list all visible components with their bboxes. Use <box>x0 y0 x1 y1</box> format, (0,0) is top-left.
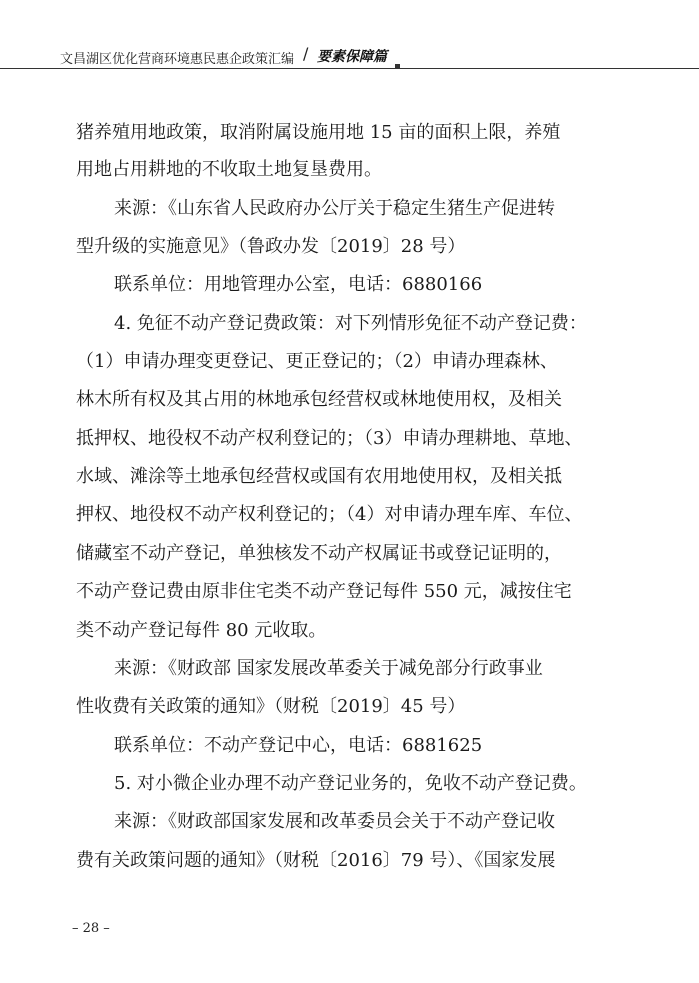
header-title: 文昌湖区优化营商环境惠民惠企政策汇编 <box>60 52 295 67</box>
text-line: 5. 对小微企业办理不动产登记业务的，免收不动产登记费。 <box>114 773 587 794</box>
text-line: 来源：《财政部 国家发展改革委关于减免部分行政事业 <box>114 658 543 679</box>
text-line: 猪养殖用地政策，取消附属设施用地 15 亩的面积上限，养殖 <box>76 122 561 143</box>
text-line: 来源：《财政部国家发展和改革委员会关于不动产登记收 <box>114 811 555 832</box>
text-line: 联系单位：不动产登记中心，电话：6881625 <box>114 735 483 756</box>
header-separator: / <box>303 44 309 63</box>
page-number: – 28 – <box>72 921 110 936</box>
text-line: 来源：《山东省人民政府办公厅关于稳定生猪生产促进转 <box>114 198 555 219</box>
text-line: 不动产登记费由原非住宅类不动产登记每件 550 元，减按住宅 <box>76 581 572 602</box>
text-line: （1）申请办理变更登记、更正登记的；（2）申请办理森林、 <box>76 351 558 372</box>
text-line: 林木所有权及其占用的林地承包经营权或林地使用权，及相关 <box>76 389 562 410</box>
running-header <box>0 40 699 70</box>
text-line: 水域、滩涂等土地承包经营权或国有农用地使用权，及相关抵 <box>76 466 562 487</box>
text-line: 储藏室不动产登记，单独核发不动产权属证书或登记证明的， <box>76 543 562 564</box>
text-line: 型升级的实施意见》（鲁政办发〔2019〕28 号） <box>76 236 466 257</box>
text-line: 联系单位：用地管理办公室，电话：6880166 <box>114 274 483 295</box>
text-line: 用地占用耕地的不收取土地复垦费用。 <box>76 159 382 180</box>
text-line: 费有关政策问题的通知》（财税〔2016〕79 号）、《国家发展 <box>76 850 556 871</box>
header-section-name: 要素保障篇 <box>317 49 387 65</box>
text-line: 抵押权、地役权不动产权利登记的；（3）申请办理耕地、草地、 <box>76 428 583 449</box>
text-line: 押权、地役权不动产权利登记的；（4）对申请办理车库、车位、 <box>76 504 583 525</box>
text-line: 类不动产登记每件 80 元收取。 <box>76 620 327 641</box>
text-line: 性收费有关政策的通知》（财税〔2019〕45 号） <box>76 696 466 717</box>
text-line: 4. 免征不动产登记费政策：对下列情形免征不动产登记费： <box>114 313 587 334</box>
header-rule <box>0 68 699 69</box>
